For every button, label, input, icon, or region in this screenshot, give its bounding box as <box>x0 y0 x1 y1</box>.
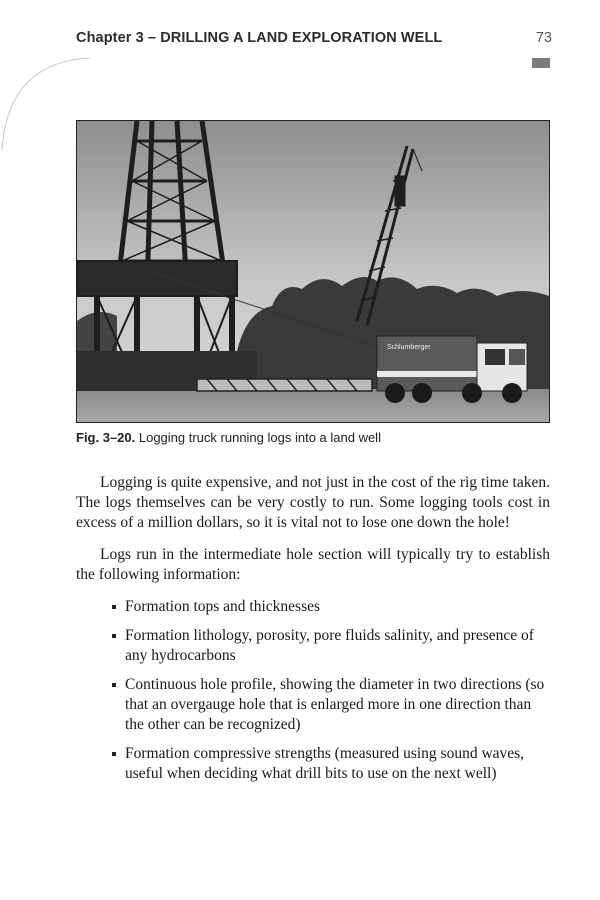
figure-caption <box>76 430 381 445</box>
list-item: Formation compressive strengths (measured using sound waves, useful when deciding what drill bits to use on the next well) <box>76 744 550 784</box>
figure-label: Fig. 3–20. <box>76 430 136 445</box>
figure-photo <box>76 120 550 423</box>
truck-logo: Schlumberger <box>387 344 431 351</box>
bullet-icon <box>112 605 116 609</box>
paragraph: Logs run in the intermediate hole section will typically try to establish the following information: <box>76 546 550 583</box>
bullet-icon <box>112 752 116 756</box>
page-number: 73 <box>535 30 552 46</box>
list-item: Formation tops and thicknesses <box>76 597 550 617</box>
figure-caption-text: Logging truck running logs into a land well <box>135 430 381 445</box>
list-item: Continuous hole profile, showing the diameter in two directions (so that an overgauge hole that is enlarged more in one direction than the other can be recognized) <box>76 675 550 735</box>
bullet-icon <box>112 634 116 638</box>
bullet-icon <box>112 683 116 687</box>
thumb-tab <box>532 58 550 68</box>
running-head: Chapter 3 – DRILLING A LAND EXPLORATION WELL <box>76 30 443 46</box>
information-list <box>76 597 550 784</box>
list-item: Formation lithology, porosity, pore fluids salinity, and presence of any hydrocarbons <box>76 626 550 666</box>
body-text <box>76 473 550 793</box>
catwalk <box>197 379 372 391</box>
paragraph: Logging is quite expensive, and not just in the cost of the rig time taken. The logs themselves can be very costly to run. Some logging tools cost in excess of a million dollars, so it is vital not to lose one down the hole! <box>76 474 550 531</box>
